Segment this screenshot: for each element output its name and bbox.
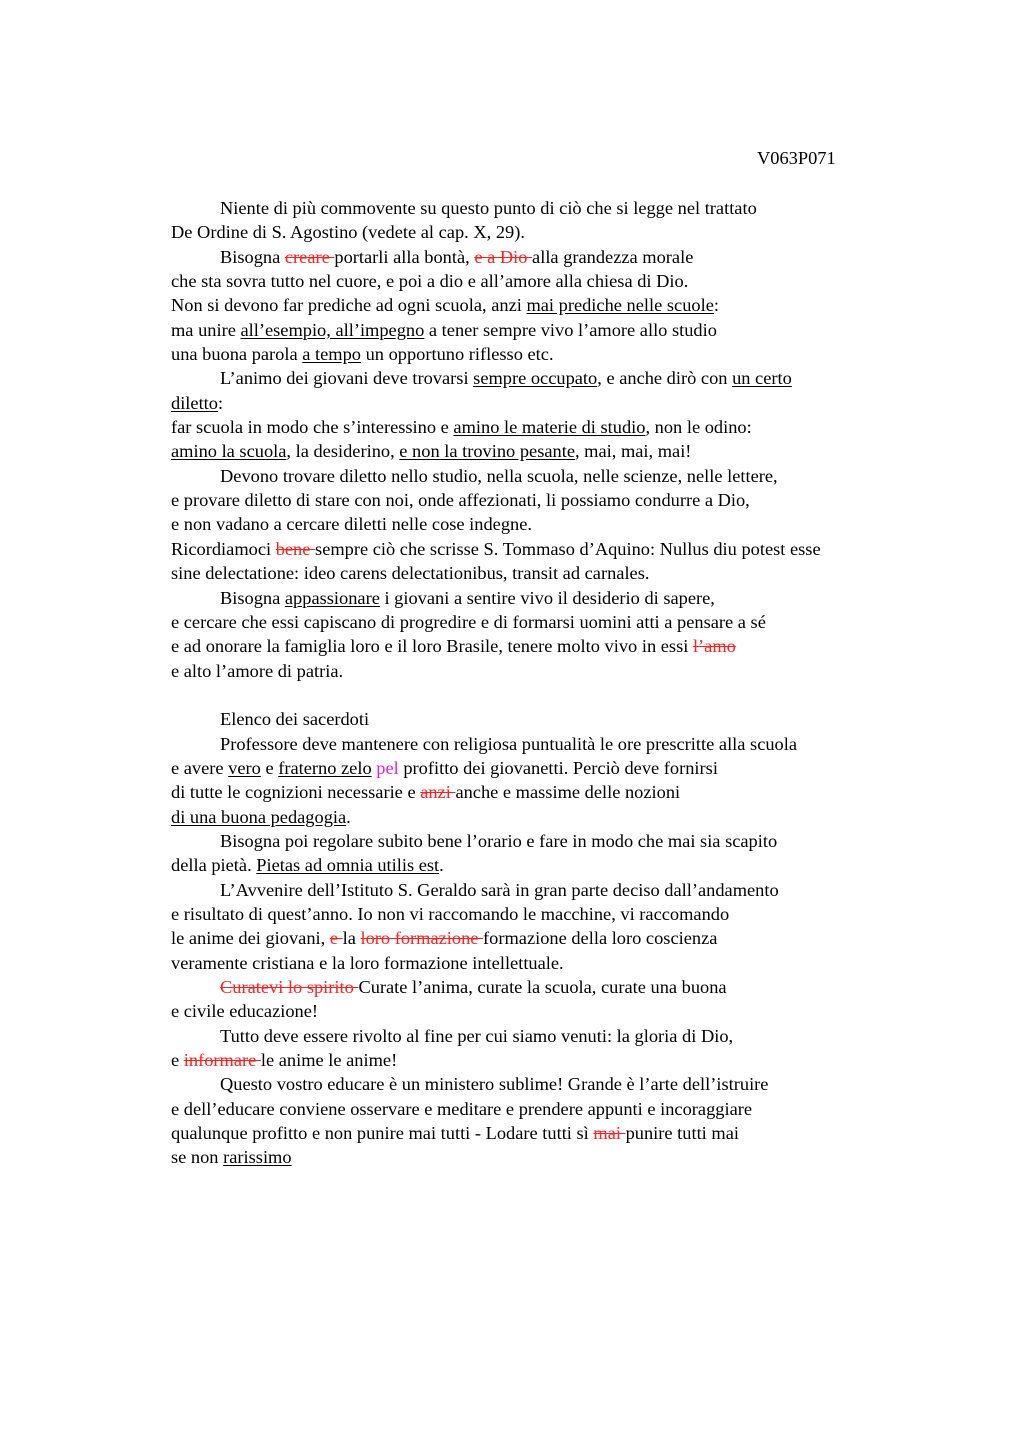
underlined-text: a tempo	[302, 344, 361, 365]
text-line	[171, 999, 921, 1023]
text-line	[171, 512, 921, 536]
underlined-text: di una buona pedagogia	[171, 806, 347, 827]
text-run: profitto dei giovanetti. Perciò deve fornirsi	[398, 757, 718, 778]
text-line	[171, 561, 921, 585]
text-line	[171, 853, 921, 877]
text-run: che sta sovra tutto nel cuore, e poi a dio e all’amore alla chiesa di Dio.	[171, 271, 689, 292]
text-run: le anime le anime!	[260, 1050, 398, 1071]
text-run: e provare diletto di stare con noi, onde affezionati, li possiamo condurre a Dio,	[171, 490, 750, 511]
text-line	[171, 707, 921, 731]
text-run: Bisogna	[220, 246, 285, 267]
text-run: , e anche dirò con	[597, 368, 733, 389]
text-line	[171, 780, 921, 804]
text-run: un opportuno riflesso etc.	[360, 344, 554, 365]
underlined-text: vero	[228, 757, 261, 778]
underlined-text: Pietas ad omnia utilis est	[256, 855, 440, 876]
text-run: Bisogna	[220, 587, 285, 608]
text-run: e alto l’amore di patria.	[171, 660, 344, 681]
text-line	[171, 926, 921, 950]
text-line	[171, 975, 921, 999]
deleted-text: l’amo	[692, 636, 736, 657]
text-line	[171, 439, 921, 463]
text-line	[171, 488, 921, 512]
deleted-text: e	[329, 928, 343, 949]
deleted-text: informare	[183, 1050, 261, 1071]
text-run: e civile educazione!	[171, 1001, 319, 1022]
text-run: e	[171, 1050, 184, 1071]
text-run: della pietà.	[171, 855, 257, 876]
underlined-text: fraterno zelo	[278, 757, 372, 778]
text-run: formazione della loro coscienza	[483, 928, 718, 949]
text-run: e avere	[171, 757, 229, 778]
text-line	[171, 342, 921, 366]
text-run: anche e massime delle nozioni	[455, 782, 681, 803]
text-line	[171, 1097, 921, 1121]
underlined-text: e non la trovino pesante	[399, 441, 575, 462]
text-line	[171, 805, 921, 829]
text-line	[171, 610, 921, 634]
underlined-text: amino le materie di studio	[453, 417, 646, 438]
text-run: ma unire	[171, 319, 241, 340]
text-line	[171, 293, 921, 317]
text-line	[171, 366, 921, 390]
text-run: e ad onorare la famiglia loro e il loro Brasile, tenere molto vivo in essi	[171, 636, 693, 657]
text-run: a tener sempre vivo l’amore allo studio	[424, 319, 717, 340]
text-run: , la desiderino,	[286, 441, 400, 462]
text-run: le anime dei giovani,	[171, 928, 330, 949]
text-run: la	[342, 928, 361, 949]
text-run: di tutte le cognizioni necessarie e	[171, 782, 421, 803]
deleted-text: e a Dio	[474, 246, 533, 267]
text-line	[171, 586, 921, 610]
text-run: Tutto deve essere rivolto al fine per cui siamo venuti: la gloria di Dio,	[220, 1025, 734, 1046]
text-run: :	[713, 295, 719, 316]
text-run: , mai, mai, mai!	[574, 441, 692, 462]
text-line	[171, 537, 921, 561]
text-run: Questo vostro educare è un ministero sublime! Grande è l’arte dell’istruire	[220, 1074, 769, 1095]
text-run: se non	[171, 1147, 224, 1168]
text-run: e risultato di quest’anno. Io non vi raccomando le macchine, vi raccomando	[171, 903, 730, 924]
underlined-text: sempre occupato	[473, 368, 598, 389]
text-line	[171, 269, 921, 293]
document-body	[171, 196, 921, 1170]
text-run: veramente cristiana e la loro formazione intellettuale.	[171, 952, 564, 973]
underlined-text: diletto	[171, 392, 218, 413]
text-run: e dell’educare conviene osservare e meditare e prendere appunti e incoraggiare	[171, 1098, 753, 1119]
text-run: portarli alla bontà,	[334, 246, 475, 267]
underlined-text: amino la scuola	[171, 441, 287, 462]
text-line	[171, 1145, 921, 1169]
text-run: .	[439, 855, 444, 876]
underlined-text: un certo	[732, 368, 792, 389]
text-run: :	[218, 392, 224, 413]
text-run: L’Avvenire dell’Istituto S. Geraldo sarà in gran parte deciso dall’andamento	[220, 879, 779, 900]
text-run: .	[346, 806, 351, 827]
inserted-text: pel	[376, 757, 399, 778]
text-run: e	[260, 757, 279, 778]
underlined-text: appassionare	[284, 587, 380, 608]
deleted-text: Curatevi lo spirito	[220, 977, 359, 997]
text-line	[171, 196, 921, 220]
text-run: sempre ciò che scrisse S. Tommaso d’Aquino: Nullus diu potest esse	[315, 538, 821, 559]
text-run: De Ordine di S. Agostino (vedete al cap. X, 29).	[171, 222, 525, 243]
deleted-text: loro formazione	[360, 928, 484, 949]
deleted-text: creare	[284, 246, 335, 267]
text-line	[171, 1121, 921, 1145]
text-run: e cercare che essi capiscano di progredire e di formarsi uomini atti a pensare a sé	[171, 611, 766, 632]
page-identifier: V063P071	[757, 148, 836, 168]
text-line	[171, 464, 921, 488]
text-run: Niente di più commovente su questo punto di ciò che si legge nel trattato	[220, 198, 757, 218]
text-line	[171, 878, 921, 902]
text-line	[171, 732, 921, 756]
text-line	[171, 756, 921, 780]
text-run: L’animo dei giovani deve trovarsi	[220, 368, 474, 389]
underlined-text: rarissimo	[223, 1147, 292, 1168]
text-run: Non si devono far prediche ad ogni scuola, anzi	[171, 295, 527, 316]
text-run: qualunque profitto e non punire mai tutti - Lodare tutti sì	[171, 1123, 594, 1144]
deleted-text: anzi	[420, 782, 456, 803]
text-line	[171, 829, 921, 853]
text-run: Devono trovare diletto nello studio, nella scuola, nelle scienze, nelle lettere,	[220, 465, 778, 486]
text-line	[171, 1072, 921, 1096]
text-run: sine delectatione: ideo carens delectationibus, transit ad carnales.	[171, 563, 650, 584]
text-line	[171, 391, 921, 415]
text-run: punire tutti mai	[625, 1123, 739, 1144]
text-line	[171, 1024, 921, 1048]
text-line	[171, 634, 921, 658]
text-line	[171, 659, 921, 683]
text-line	[171, 415, 921, 439]
text-run: Ricordiamoci	[171, 538, 276, 559]
text-line	[171, 318, 921, 342]
text-run: Professore deve mantenere con religiosa puntualità le ore prescritte alla scuola	[220, 733, 798, 754]
text-run: Elenco dei sacerdoti	[220, 709, 370, 730]
text-line	[171, 951, 921, 975]
deleted-text: mai	[593, 1123, 626, 1144]
text-run: e non vadano a cercare diletti nelle cose indegne.	[171, 514, 532, 535]
text-line	[171, 1048, 921, 1072]
blank-line	[171, 683, 921, 707]
deleted-text: bene	[275, 538, 316, 559]
text-line	[171, 902, 921, 926]
text-run: una buona parola	[171, 344, 303, 365]
text-run: far scuola in modo che s’interessino e	[171, 417, 454, 438]
text-line	[171, 220, 921, 244]
underlined-text: all’esempio, all’impegno	[240, 319, 425, 340]
text-run: i giovani a sentire vivo il desiderio di sapere,	[379, 587, 715, 608]
text-run: , non le odino:	[645, 417, 752, 438]
underlined-text: mai prediche nelle scuole	[526, 295, 714, 316]
text-run: alla grandezza morale	[532, 246, 694, 267]
text-run: Bisogna poi regolare subito bene l’orario e fare in modo che mai sia scapito	[220, 830, 778, 851]
text-line	[171, 245, 921, 269]
text-run: Curate l’anima, curate la scuola, curate una buona	[358, 977, 727, 997]
